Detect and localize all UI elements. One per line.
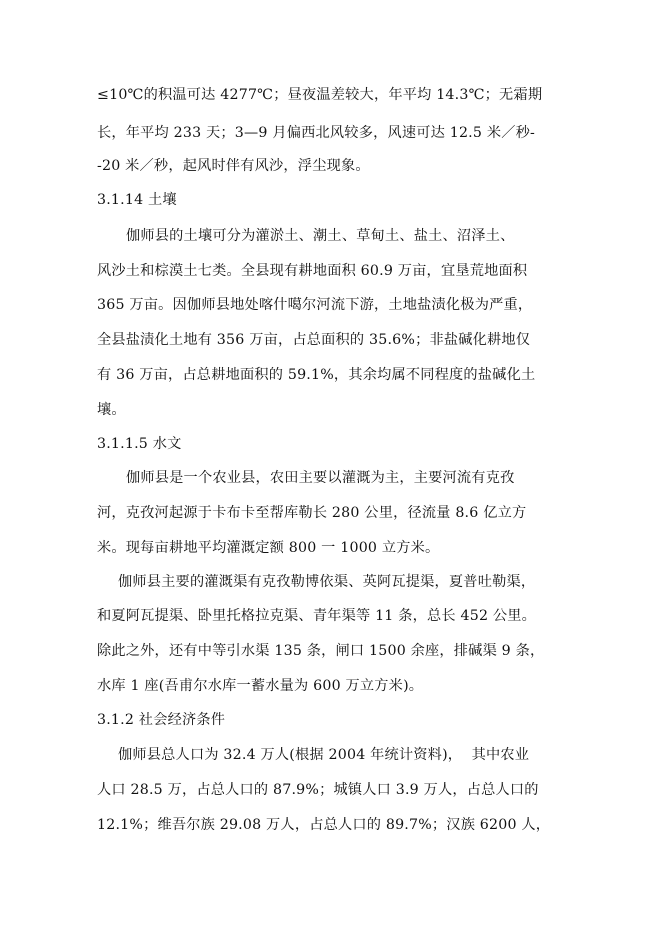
hydrology-heading: 3.1.1.5 水文 (97, 436, 182, 452)
soil-heading: 3.1.14 土壤 (97, 192, 177, 208)
canals-line-1: 伽师县主要的灌溉渠有克孜勒博依渠、英阿瓦提渠，夏普吐勒渠， (118, 574, 536, 590)
soil-line-4: 全县盐渍化土地有 356 万亩，占总面积的 35.6%；非盐碱化耕地仅 (97, 332, 531, 348)
hydrology-line-3: 米。现每亩耕地平均灌溉定额 800 一 1000 立方米。 (97, 540, 440, 556)
soil-line-6: 壤。 (97, 402, 126, 418)
canals-line-2: 和夏阿瓦提渠、卧里托格拉克渠、青年渠等 11 条，总长 452 公里。 (97, 608, 537, 624)
socio-heading: 3.1.2 社会经济条件 (97, 712, 226, 728)
soil-line-2: 风沙土和棕漠土七类。全县现有耕地面积 60.9 万亩，宜垦荒地面积 (97, 263, 528, 279)
hydrology-line-1: 伽师县是一个农业县，农田主要以灌溉为主，主要河流有克孜 (126, 470, 515, 486)
population-line-3: 12.1%；维吾尔族 29.08 万人，占总人口的 89.7%；汉族 6200 人， (97, 817, 551, 833)
climate-line-2: 长，年平均 233 天；3—9 月偏西北风较多，风速可达 12.5 米／秒- (97, 125, 535, 141)
climate-line-1: ≤10℃的积温可达 4277℃；昼夜温差较大，年平均 14.3℃；无霜期 (97, 87, 543, 103)
hydrology-line-2: 河，克孜河起源于卡布卡至帮库勒长 280 公里，径流量 8.6 亿立方 (97, 505, 527, 521)
soil-line-3: 365 万亩。因伽师县地处喀什噶尔河流下游，土地盐渍化极为严重， (97, 297, 533, 313)
population-line-1: 伽师县总人口为 32.4 万人(根据 2004 年统计资料)， 其中农业 (118, 747, 530, 763)
canals-line-3: 除此之外，还有中等引水渠 135 条，闸口 1500 余座，排碱渠 9 条， (97, 643, 545, 659)
canals-line-4: 水库 1 座(吾甫尔水库一蓄水量为 600 万立方米)。 (97, 678, 424, 694)
soil-line-1: 伽师县的土壤可分为灌淤土、潮土、草甸土、盐土、沼泽土、 (126, 228, 515, 244)
population-line-2: 人口 28.5 万，占总人口的 87.9%；城镇人口 3.9 万人，占总人口的 (97, 782, 539, 798)
climate-line-3: -20 米／秒，起风时伴有风沙，浮尘现象。 (97, 158, 370, 174)
soil-line-5: 有 36 万亩，占总耕地面积的 59.1%，其余均属不同程度的盐碱化土 (97, 367, 536, 383)
